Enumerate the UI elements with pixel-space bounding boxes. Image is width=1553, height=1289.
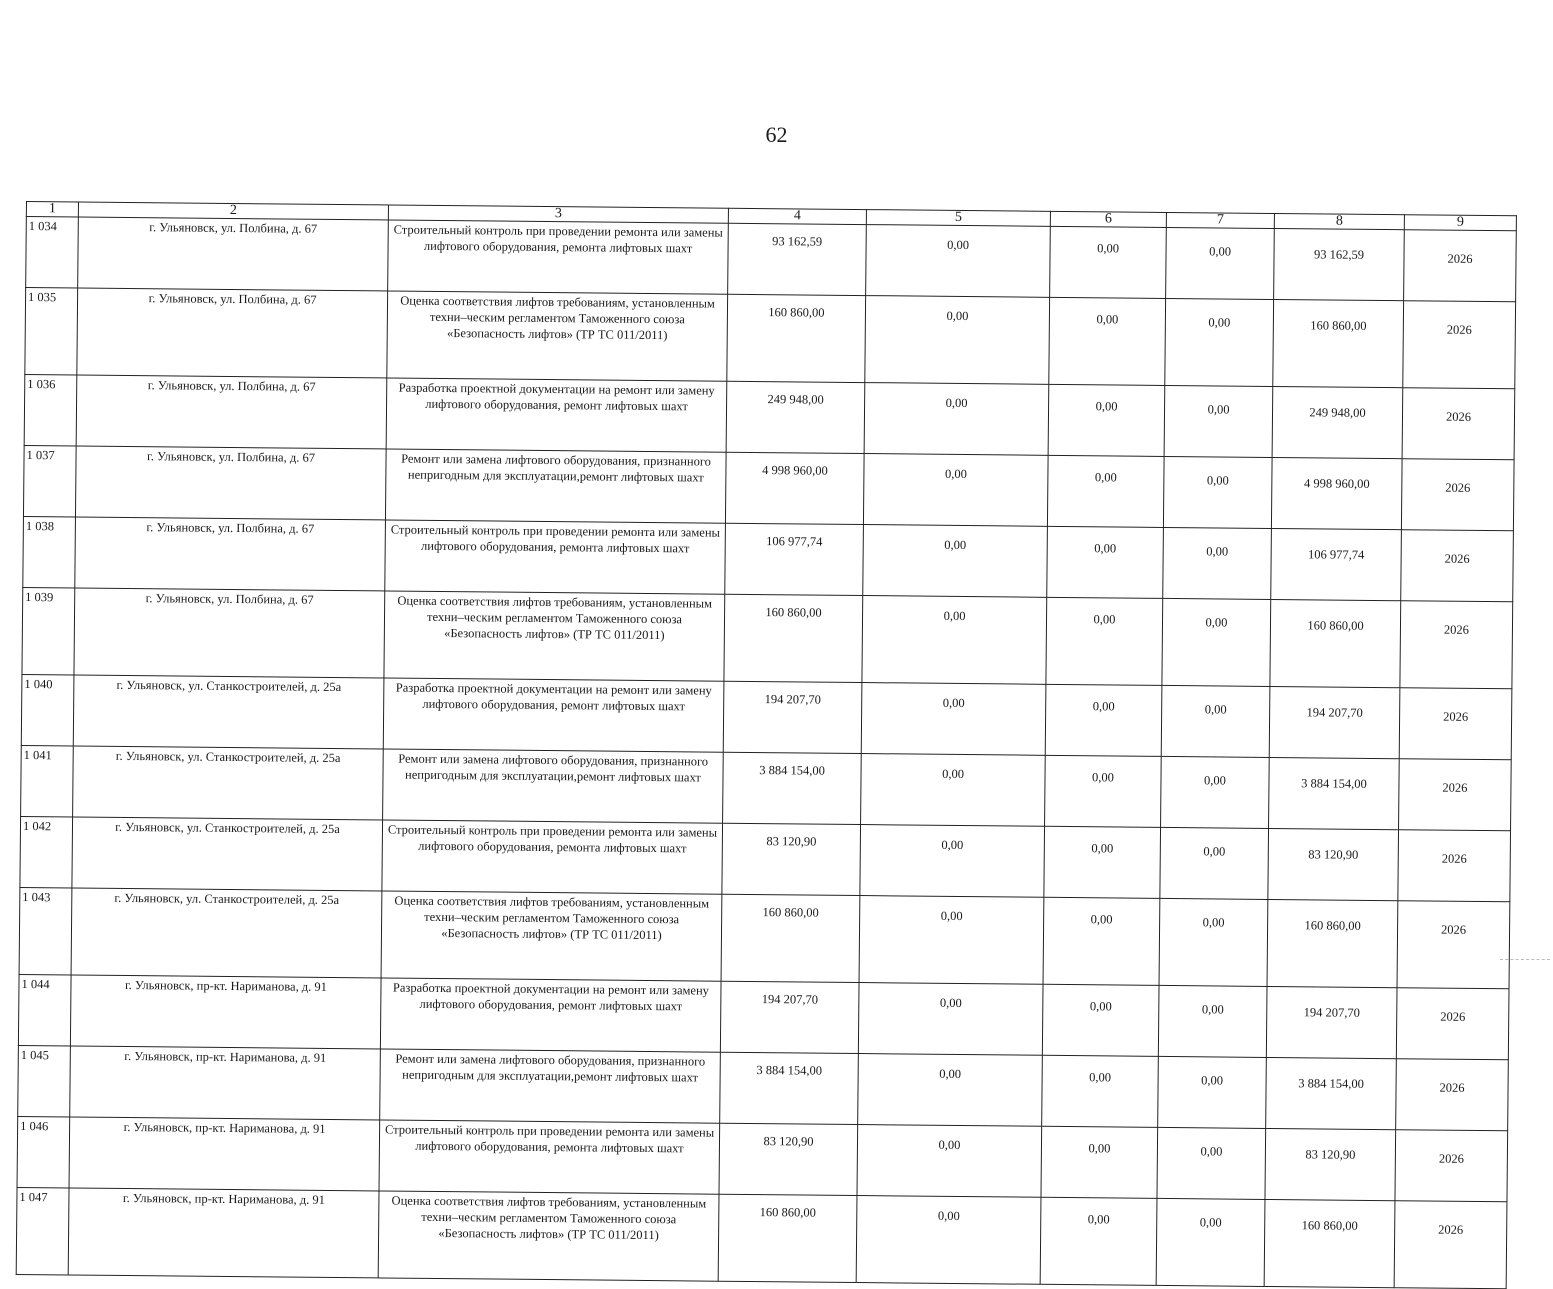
fund-cost-cell: 0,00 — [859, 896, 1044, 985]
local-budget-cost-cell: 0,00 — [1164, 385, 1273, 457]
total-cost-cell: 93 162,59 — [728, 223, 867, 295]
year-cell: 2026 — [1396, 1059, 1509, 1131]
local-budget-cost-cell: 0,00 — [1160, 827, 1269, 899]
fund-cost-cell: 0,00 — [864, 383, 1049, 456]
owners-funds-cell: 83 120,90 — [1268, 828, 1399, 900]
year-cell: 2026 — [1395, 1130, 1508, 1202]
row-number: 1 043 — [19, 887, 72, 974]
column-number: 3 — [388, 205, 728, 223]
address-cell: г. Ульяновск, пр-кт. Нариманова, д. 91 — [70, 975, 381, 1049]
scan-artifact-line — [1500, 959, 1550, 960]
year-cell: 2026 — [1399, 688, 1512, 760]
work-schedule-table-sheet — [16, 201, 1516, 1289]
work-description-cell: Оценка соответствия лифтов требованиям, установленным техни–ческим регламентом Таможенного союза «Безопасность лифтов» (ТР ТС 011/2011) — [387, 291, 728, 381]
owners-funds-cell: 106 977,74 — [1271, 528, 1402, 600]
owners-funds-cell: 160 860,00 — [1267, 899, 1398, 987]
owners-funds-cell: 3 884 154,00 — [1269, 757, 1400, 829]
local-budget-cost-cell: 0,00 — [1158, 985, 1267, 1057]
local-budget-cost-cell: 0,00 — [1156, 1198, 1265, 1286]
budget-cost-cell: 0,00 — [1041, 1126, 1158, 1198]
owners-funds-cell: 3 884 154,00 — [1266, 1057, 1397, 1129]
row-number: 1 034 — [26, 217, 79, 288]
owners-funds-cell: 160 860,00 — [1273, 299, 1404, 387]
year-cell: 2026 — [1401, 530, 1514, 602]
fund-cost-cell: 0,00 — [863, 525, 1048, 598]
total-cost-cell: 3 884 154,00 — [723, 752, 862, 824]
fund-cost-cell: 0,00 — [861, 683, 1046, 756]
owners-funds-cell: 194 207,70 — [1266, 986, 1397, 1058]
address-cell: г. Ульяновск, пр-кт. Нариманова, д. 91 — [68, 1188, 379, 1278]
column-number: 2 — [78, 202, 388, 220]
row-number: 1 046 — [17, 1116, 70, 1187]
year-cell: 2026 — [1403, 301, 1516, 389]
total-cost-cell: 160 860,00 — [721, 894, 860, 982]
local-budget-cost-cell: 0,00 — [1161, 756, 1270, 828]
local-budget-cost-cell: 0,00 — [1158, 1056, 1267, 1128]
work-description-cell: Строительный контроль при проведении ремонта или замены лифтового оборудования, ремонта лифтовых шахт — [388, 220, 729, 294]
row-number: 1 040 — [21, 674, 74, 745]
address-cell: г. Ульяновск, ул. Станкостроителей, д. 25а — [73, 675, 384, 749]
local-budget-cost-cell: 0,00 — [1161, 685, 1270, 757]
row-number: 1 039 — [22, 587, 75, 674]
address-cell: г. Ульяновск, ул. Станкостроителей, д. 25а — [72, 817, 383, 891]
budget-cost-cell: 0,00 — [1047, 526, 1164, 598]
work-description-cell: Разработка проектной документации на ремонт или замену лифтового оборудования, ремонт лифтовых шахт — [386, 378, 727, 452]
fund-cost-cell: 0,00 — [863, 454, 1048, 527]
column-number: 7 — [1166, 212, 1274, 228]
year-cell: 2026 — [1399, 759, 1512, 831]
budget-cost-cell: 0,00 — [1046, 597, 1163, 685]
address-cell: г. Ульяновск, ул. Полбина, д. 67 — [74, 588, 385, 678]
table-row — [25, 288, 1516, 389]
fund-cost-cell: 0,00 — [858, 983, 1043, 1056]
work-description-cell: Разработка проектной документации на ремонт или замену лифтового оборудования, ремонт лифтовых шахт — [383, 678, 724, 752]
row-number: 1 037 — [23, 445, 76, 516]
fund-cost-cell: 0,00 — [866, 225, 1051, 298]
row-number: 1 047 — [16, 1187, 69, 1274]
budget-cost-cell: 0,00 — [1048, 384, 1165, 456]
fund-cost-cell: 0,00 — [862, 596, 1047, 685]
address-cell: г. Ульяновск, ул. Полбина, д. 67 — [78, 217, 389, 291]
local-budget-cost-cell: 0,00 — [1159, 898, 1268, 986]
column-number: 8 — [1274, 213, 1404, 229]
total-cost-cell: 3 884 154,00 — [720, 1052, 859, 1124]
year-cell: 2026 — [1400, 601, 1513, 689]
work-description-cell: Ремонт или замена лифтового оборудования, признанного непригодным для эксплуатации,ремонт лифтовых шахт — [380, 1049, 721, 1123]
work-description-cell: Оценка соответствия лифтов требованиям, установленным техни–ческим регламентом Таможенного союза «Безопасность лифтов» (ТР ТС 011/2011) — [378, 1191, 719, 1281]
fund-cost-cell: 0,00 — [860, 825, 1045, 898]
total-cost-cell: 194 207,70 — [720, 981, 859, 1053]
fund-cost-cell: 0,00 — [861, 754, 1046, 827]
address-cell: г. Ульяновск, ул. Станкостроителей, д. 25а — [71, 888, 382, 978]
local-budget-cost-cell: 0,00 — [1165, 298, 1274, 386]
address-cell: г. Ульяновск, ул. Полбина, д. 67 — [75, 517, 386, 591]
work-description-cell: Ремонт или замена лифтового оборудования, признанного непригодным для эксплуатации,ремонт лифтовых шахт — [383, 749, 724, 823]
year-cell: 2026 — [1404, 230, 1517, 302]
total-cost-cell: 160 860,00 — [718, 1194, 857, 1282]
work-description-cell: Разработка проектной документации на ремонт или замену лифтового оборудования, ремонт лифтовых шахт — [380, 978, 721, 1052]
total-cost-cell: 249 948,00 — [726, 381, 865, 453]
year-cell: 2026 — [1401, 459, 1514, 531]
address-cell: г. Ульяновск, ул. Станкостроителей, д. 25а — [73, 746, 384, 820]
budget-cost-cell: 0,00 — [1049, 297, 1166, 385]
year-cell: 2026 — [1394, 1201, 1507, 1289]
budget-cost-cell: 0,00 — [1045, 684, 1162, 756]
owners-funds-cell: 160 860,00 — [1264, 1199, 1395, 1287]
row-number: 1 045 — [18, 1045, 71, 1116]
budget-cost-cell: 0,00 — [1050, 226, 1167, 298]
address-cell: г. Ульяновск, ул. Полбина, д. 67 — [75, 446, 386, 520]
column-number: 9 — [1404, 215, 1516, 231]
work-description-cell: Ремонт или замена лифтового оборудования, признанного непригодным для эксплуатации,ремонт лифтовых шахт — [385, 449, 726, 523]
budget-cost-cell: 0,00 — [1043, 897, 1160, 985]
year-cell: 2026 — [1396, 988, 1509, 1060]
address-cell: г. Ульяновск, пр-кт. Нариманова, д. 91 — [69, 1117, 380, 1191]
owners-funds-cell: 160 860,00 — [1270, 599, 1401, 687]
column-number: 1 — [26, 202, 78, 217]
budget-cost-cell: 0,00 — [1042, 984, 1159, 1056]
budget-cost-cell: 0,00 — [1045, 755, 1162, 827]
address-cell: г. Ульяновск, пр-кт. Нариманова, д. 91 — [70, 1046, 381, 1120]
table-row — [22, 587, 1513, 688]
local-budget-cost-cell: 0,00 — [1163, 527, 1272, 599]
row-number: 1 038 — [23, 516, 76, 587]
table-row — [16, 1187, 1507, 1288]
table-body — [16, 202, 1516, 1289]
total-cost-cell: 83 120,90 — [719, 1123, 858, 1195]
row-number: 1 036 — [24, 374, 77, 445]
work-description-cell: Строительный контроль при проведении ремонта или замены лифтового оборудования, ремонта лифтовых шахт — [382, 820, 723, 894]
row-number: 1 041 — [21, 745, 74, 816]
total-cost-cell: 83 120,90 — [722, 823, 861, 895]
fund-cost-cell: 0,00 — [856, 1196, 1041, 1285]
fund-cost-cell: 0,00 — [865, 296, 1050, 385]
owners-funds-cell: 194 207,70 — [1269, 686, 1400, 758]
budget-cost-cell: 0,00 — [1042, 1055, 1159, 1127]
total-cost-cell: 194 207,70 — [723, 681, 862, 753]
local-budget-cost-cell: 0,00 — [1163, 456, 1272, 528]
work-description-cell: Оценка соответствия лифтов требованиям, установленным техни–ческим регламентом Таможенного союза «Безопасность лифтов» (ТР ТС 011/2011) — [381, 891, 722, 981]
column-number: 6 — [1050, 211, 1166, 227]
row-number: 1 044 — [18, 974, 71, 1045]
owners-funds-cell: 93 162,59 — [1274, 228, 1405, 300]
work-description-cell: Строительный контроль при проведении ремонта или замены лифтового оборудования, ремонта лифтовых шахт — [379, 1120, 720, 1194]
row-number: 1 035 — [25, 288, 78, 375]
owners-funds-cell: 83 120,90 — [1265, 1128, 1396, 1200]
total-cost-cell: 106 977,74 — [725, 523, 864, 595]
year-cell: 2026 — [1402, 388, 1515, 460]
owners-funds-cell: 249 948,00 — [1272, 386, 1403, 458]
local-budget-cost-cell: 0,00 — [1166, 227, 1275, 299]
row-number: 1 042 — [20, 816, 73, 887]
year-cell: 2026 — [1398, 830, 1511, 902]
address-cell: г. Ульяновск, ул. Полбина, д. 67 — [76, 375, 387, 449]
total-cost-cell: 4 998 960,00 — [725, 452, 864, 524]
budget-cost-cell: 0,00 — [1040, 1197, 1157, 1285]
budget-cost-cell: 0,00 — [1047, 455, 1164, 527]
local-budget-cost-cell: 0,00 — [1162, 598, 1271, 686]
budget-cost-cell: 0,00 — [1044, 826, 1161, 898]
column-number: 5 — [866, 210, 1050, 227]
local-budget-cost-cell: 0,00 — [1157, 1127, 1266, 1199]
table-row — [19, 887, 1510, 988]
owners-funds-cell: 4 998 960,00 — [1271, 457, 1402, 529]
fund-cost-cell: 0,00 — [858, 1054, 1043, 1127]
total-cost-cell: 160 860,00 — [727, 294, 866, 382]
total-cost-cell: 160 860,00 — [724, 594, 863, 682]
work-description-cell: Строительный контроль при проведении ремонта или замены лифтового оборудования, ремонта лифтовых шахт — [385, 520, 726, 594]
address-cell: г. Ульяновск, ул. Полбина, д. 67 — [77, 288, 388, 378]
page-number: 62 — [765, 122, 788, 147]
work-schedule-table — [16, 201, 1517, 1289]
column-number: 4 — [728, 208, 866, 224]
year-cell: 2026 — [1397, 901, 1510, 989]
work-description-cell: Оценка соответствия лифтов требованиям, установленным техни–ческим регламентом Таможенного союза «Безопасность лифтов» (ТР ТС 011/2011) — [384, 591, 725, 681]
fund-cost-cell: 0,00 — [857, 1125, 1042, 1198]
